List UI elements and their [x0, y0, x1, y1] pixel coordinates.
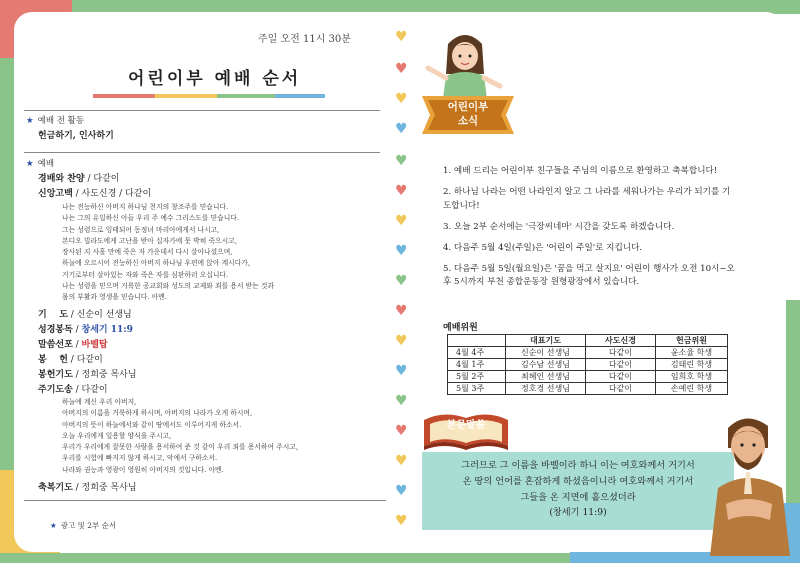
table-header: 헌금위원	[656, 335, 728, 347]
news-item: 1. 예배 드리는 어린이부 친구들을 주님의 이름으로 환영하고 축복합니다!	[443, 166, 718, 176]
divider	[24, 500, 386, 501]
heart-icon: ♥	[395, 243, 408, 259]
order-label: 성경봉독	[38, 325, 73, 335]
order-offering-prayer	[38, 367, 137, 380]
table-cell: 5월 3주	[448, 383, 506, 395]
news-badge	[416, 92, 520, 138]
pre-worship-heading	[26, 114, 84, 126]
scripture-reference: (창세기 11:9)	[549, 507, 607, 519]
order-value: 다같이	[93, 174, 120, 184]
order-sep: /	[72, 370, 82, 380]
order-call-to-worship	[38, 171, 119, 184]
lords-prayer-line: 오늘 우리에게 일용할 양식을 주시고,	[62, 431, 172, 440]
news-list	[443, 165, 738, 297]
order-value: 바벨탑	[81, 340, 108, 350]
creed-line: 하늘에 오르시어 전능하신 아버지 하나님 우편에 앉아 계시다가,	[62, 259, 250, 268]
star-icon: ★	[26, 159, 34, 169]
order-label: 신앙고백	[38, 189, 73, 199]
heart-icon: ♥	[395, 61, 408, 77]
heart-icon: ♥	[395, 423, 408, 439]
heart-icon: ♥	[395, 483, 408, 499]
table-row	[448, 347, 728, 359]
worship-heading	[26, 157, 54, 169]
table-header-row	[448, 335, 728, 347]
heart-icon: ♥	[395, 393, 408, 409]
heart-icon: ♥	[395, 513, 408, 529]
lords-prayer-line: 우리를 시험에 빠지지 않게 하시고, 악에서 구하소서.	[62, 454, 218, 463]
creed-line: 본디오 빌라도에게 고난을 받아 십자가에 못 박혀 죽으시고,	[62, 236, 237, 245]
order-sep: /	[72, 385, 82, 395]
order-sep: /	[67, 310, 77, 320]
table-cell: 김수남 선생님	[506, 359, 586, 371]
lords-prayer-line: 아버지의 뜻이 하늘에서와 같이 땅에서도 이루어지게 하소서.	[62, 420, 242, 429]
divider	[24, 152, 380, 153]
table-row	[448, 383, 728, 395]
table-cell: 다같이	[586, 371, 656, 383]
creed-line: 장사된 지 사흘 만에 죽은 자 가운데서 다시 살아나셨으며,	[62, 248, 233, 257]
order-sep: /	[72, 325, 82, 335]
heart-icon: ♥	[395, 363, 408, 379]
footer-note-text: 광고 및 2부 순서	[60, 521, 117, 530]
star-icon: ★	[26, 116, 34, 126]
table-cell: 다같이	[586, 347, 656, 359]
title-bar-yellow	[155, 94, 217, 98]
scripture-line: 그러므로 그 이름을 바벨이라 하니 이는 여호와께서 거기서	[461, 460, 695, 471]
order-sep: /	[72, 189, 82, 199]
duty-table	[447, 334, 728, 395]
order-sep: /	[72, 340, 82, 350]
table-cell: 5월 2주	[448, 371, 506, 383]
table-cell: 임희호 학생	[656, 371, 728, 383]
creed-line: 나는 그의 유일하신 아들 우리 주 예수 그리스도를 믿습니다.	[62, 214, 240, 223]
news-badge-line: 소식	[457, 115, 479, 127]
table-header: 대표기도	[506, 335, 586, 347]
lords-prayer-line: 아버지의 이름을 거룩하게 하시며, 아버지의 나라가 오게 하시며,	[62, 409, 253, 418]
lords-prayer-line: 우리가 우리에게 잘못한 사람을 용서하여 준 것 같이 우리 죄를 용서하여 주시고,	[62, 443, 299, 452]
table-cell: 김태린 학생	[656, 359, 728, 371]
order-prayer	[38, 307, 132, 320]
heart-icon: ♥	[395, 29, 408, 45]
title-bar-green	[217, 94, 275, 98]
table-cell: 4월 4주	[448, 347, 506, 359]
heart-icon: ♥	[395, 453, 408, 469]
heart-icon: ♥	[395, 153, 408, 169]
order-sep: /	[67, 355, 77, 365]
order-label: 봉헌기도	[38, 370, 73, 380]
table-cell: 윤소율 학생	[656, 347, 728, 359]
news-badge-line: 어린이부	[447, 101, 489, 113]
footer-note	[50, 520, 116, 531]
page-title: 어린이부 예배 순서	[128, 69, 302, 89]
order-label: 경배와 찬양	[38, 174, 85, 184]
heart-icon: ♥	[395, 273, 408, 289]
order-sep: /	[84, 174, 94, 184]
heart-icon: ♥	[395, 333, 408, 349]
order-label: 기 도	[38, 310, 68, 320]
heart-icon: ♥	[395, 213, 408, 229]
order-value: 신순이 선생님	[76, 310, 132, 320]
order-sermon	[38, 337, 108, 350]
table-header	[448, 335, 506, 347]
table-cell: 다같이	[586, 383, 656, 395]
table-cell: 정호경 선생님	[506, 383, 586, 395]
order-sep: /	[72, 483, 82, 493]
pre-worship-item: 헌금하기, 인사하기	[38, 131, 114, 141]
man-illustration	[706, 408, 792, 556]
order-value: 다같이	[76, 355, 103, 365]
scripture-line: 그들을 온 지면에 흩으셨더라	[520, 491, 636, 503]
order-lords-prayer	[38, 382, 108, 395]
divider	[24, 110, 380, 111]
table-row	[448, 371, 728, 383]
table-cell: 최혜인 선생님	[506, 371, 586, 383]
news-item: 4. 다음주 5월 4일(주일)은 '어린이 주일'로 지킵니다.	[443, 242, 643, 253]
order-value: 다같이	[81, 385, 108, 395]
table-cell: 4월 1주	[448, 359, 506, 371]
order-value: 정희중 목사님	[81, 483, 137, 493]
order-label: 축복기도	[38, 483, 73, 493]
duty-title: 예배위원	[443, 323, 478, 333]
table-header: 사도신경	[586, 335, 656, 347]
title-bar-blue	[275, 94, 325, 98]
news-item: 2. 하나님 나라는 어떤 나라인지 알고 그 나라를 세워나가는 우리가 되기를 기도합니다!	[443, 187, 731, 211]
table-row	[448, 359, 728, 371]
creed-line: 몸의 부활과 영생을 믿습니다. 아멘.	[62, 293, 167, 302]
table-cell: 다같이	[586, 359, 656, 371]
news-badge-text	[416, 100, 520, 128]
title-bar-red	[93, 94, 155, 98]
heart-icon: ♥	[395, 121, 408, 137]
worship-heading-text: 예배	[37, 159, 55, 169]
news-item: 5. 다음주 5월 5일(월요일)은 '꿈을 먹고 살지요' 어린이 행사가 오전 10시~오후 5시까지 부천 종합운동장 원형광장에서 있습니다.	[443, 263, 735, 287]
heart-icon: ♥	[395, 183, 408, 199]
order-label: 주기도송	[38, 385, 73, 395]
star-icon: ★	[50, 521, 57, 530]
table-cell: 신순이 선생님	[506, 347, 586, 359]
scripture-badge	[420, 410, 512, 454]
pre-worship-heading-text: 예배 전 활동	[37, 116, 85, 126]
lords-prayer-text	[62, 397, 298, 476]
scripture-badge-text: 본문말씀	[446, 420, 486, 431]
creed-line: 나는 전능하신 아버지 하나님 천지의 창조주를 믿습니다.	[62, 203, 229, 211]
order-blessing	[38, 480, 137, 493]
order-scripture-reading	[38, 322, 133, 335]
creed-line: 거기로부터 살아있는 자와 죽은 자를 심판하러 오십니다.	[62, 270, 229, 279]
order-label: 말씀선포	[38, 340, 73, 350]
creed-line: 나는 성령을 믿으며 거룩한 공교회와 성도의 교제와 죄를 용서 받는 것과	[62, 282, 275, 291]
heart-icon: ♥	[395, 91, 408, 107]
order-value: 창세기 11:9	[81, 325, 133, 335]
creed-line: 그는 성령으로 잉태되어 동정녀 마리아에게서 나시고,	[62, 225, 220, 234]
order-offering	[38, 352, 103, 365]
service-time: 주일 오전 11시 30분	[258, 34, 351, 45]
order-value: 사도신경 / 다같이	[81, 189, 152, 199]
lords-prayer-line: 하늘에 계신 우리 아버지,	[62, 398, 137, 406]
scripture-text	[422, 458, 734, 521]
order-creed	[38, 186, 151, 199]
lords-prayer-line: 나라와 권능과 영광이 영원히 아버지의 것입니다. 아멘.	[62, 465, 224, 474]
table-cell: 손예린 학생	[656, 383, 728, 395]
scripture-line: 온 땅의 언어를 혼잡하게 하셨음이니라 여호와께서 거기서	[462, 475, 694, 487]
news-item: 3. 오늘 2부 순서에는 '극장씨네마' 시간을 갖도록 하겠습니다.	[443, 221, 675, 232]
heart-icon: ♥	[395, 303, 408, 319]
order-label: 봉 헌	[38, 355, 68, 365]
creed-text	[62, 202, 274, 304]
order-value: 정희중 목사님	[81, 370, 137, 380]
